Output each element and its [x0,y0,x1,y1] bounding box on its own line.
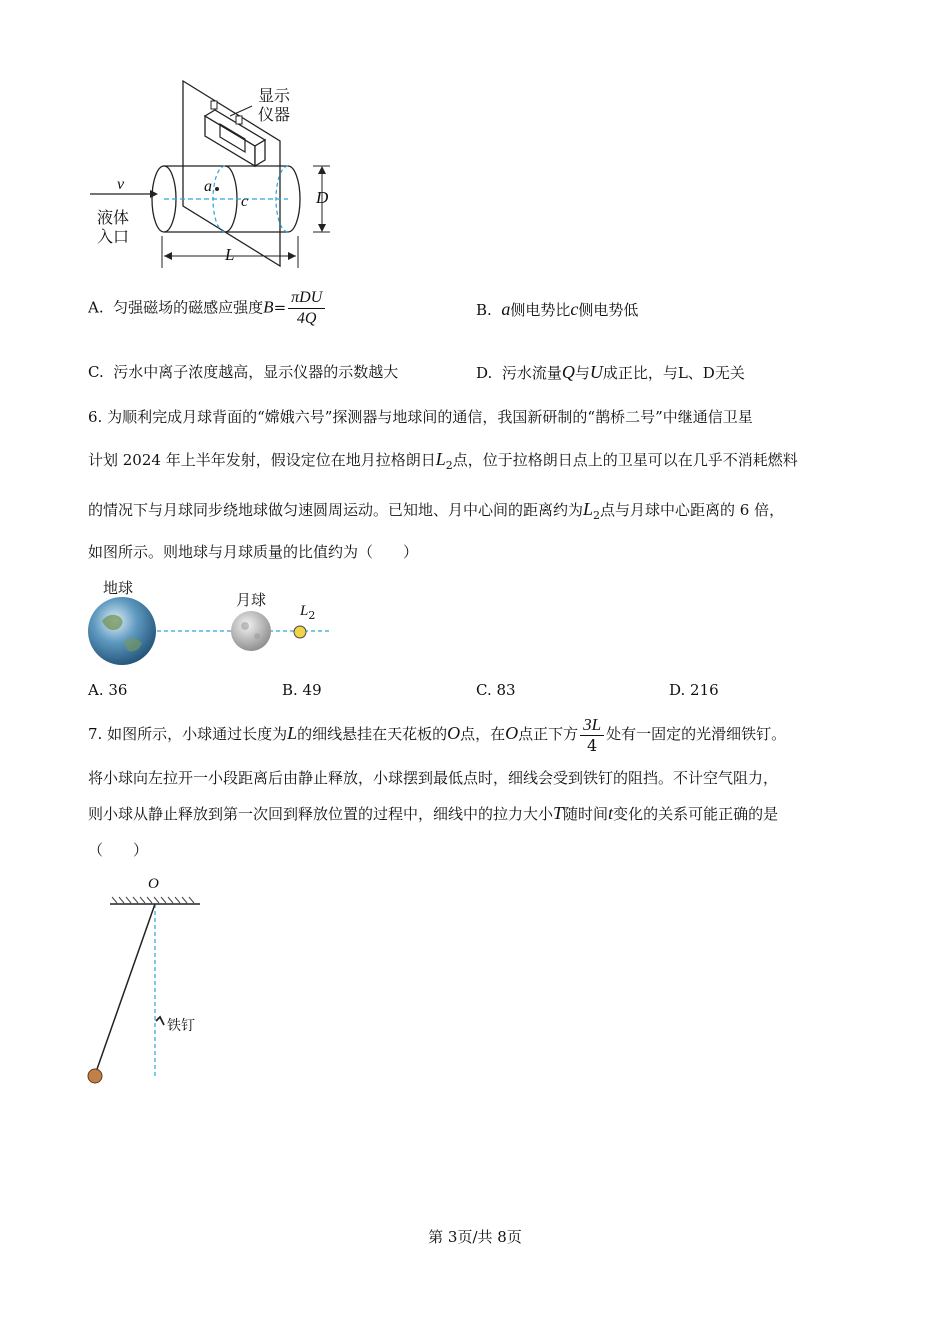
q6-option-b: B. 49 [282,681,322,699]
q7-line-3: 则小球从静止释放到第一次回到释放位置的过程中，细线中的拉力大小T随时间t变化的关系可能正确的是 [88,803,779,823]
display-instrument [205,101,265,166]
q6-line-3: 的情况下与月球同步绕地球做匀速圆周运动。已知地、月中心间的距离约为$L_2$点与月球中心距离的 6 倍， [88,499,785,522]
q6-line-2: 计划 2024 年上半年发射，假设定位在地月拉格朗日$L_2$点，位于拉格朗日点上的卫星可以在几乎不消耗燃料 [88,449,798,472]
moon-icon [231,611,271,651]
display-label: 显示 仪器 [258,86,291,124]
nail-icon [156,1017,164,1025]
q6-option-c: C. 83 [476,681,516,699]
label-c: c [241,193,249,210]
q6-line-4: 如图所示。则地球与月球质量的比值约为（ ） [88,543,419,561]
q6-line-1: 6. 为顺利完成月球背面的“嫦娥六号”探测器与地球间的通信，我国新研制的“鹊桥二号”中继通信卫星 [88,408,753,426]
ball [88,1069,102,1083]
q5-option-d: D. 污水流量Q与U成正比，与L、D无关 [476,362,745,382]
pipe-cylinder [152,166,300,232]
inlet-label: 液体 入口 [97,208,130,246]
label-L: L [225,245,235,264]
l2-label: $L_2$ [300,603,316,622]
moon-label: 月球 [236,591,267,609]
q6-option-d: D. 216 [669,681,719,699]
page-footer: 第 3页/共 8页 [428,1228,522,1246]
pendulum-figure [84,892,214,1088]
q6-option-a: A. 36 [88,681,128,699]
q5-a-fraction: $\frac{\text{πDU}}{4Q}$ [288,288,325,329]
label-v: v [117,176,125,193]
label-a: a [204,178,212,195]
earth-label: 地球 [103,579,134,597]
q7-line-4: （ ） [88,841,149,859]
q5-option-c: C. 污水中离子浓度越高，显示仪器的示数越大 [88,363,399,381]
pivot-label: O [148,876,159,892]
q7-line-2: 将小球向左拉开一小段距离后由静止释放，小球摆到最低点时，细线会受到铁钉的阻挡。不计空气阻力， [88,769,779,787]
nail-label: 铁钉 [167,1018,195,1034]
q7-line-1: 7. 如图所示，小球通过长度为L的细线悬挂在天花板的O点，在O点正下方 $\frac{3L}{4}$ 处有一固定的光滑细铁钉。 [88,714,787,755]
string [96,904,155,1072]
l2-point-icon [294,626,306,638]
label-D: D [316,188,329,207]
q5-option-b: B. a侧电势比c侧电势低 [476,299,639,319]
q5-option-a: A. 匀强磁场的磁感应强度B= $\frac{\text{πDU}}{4Q}$ [88,288,327,329]
q7-fraction: $\frac{3L}{4}$ [580,715,604,756]
earth-icon [88,597,156,665]
